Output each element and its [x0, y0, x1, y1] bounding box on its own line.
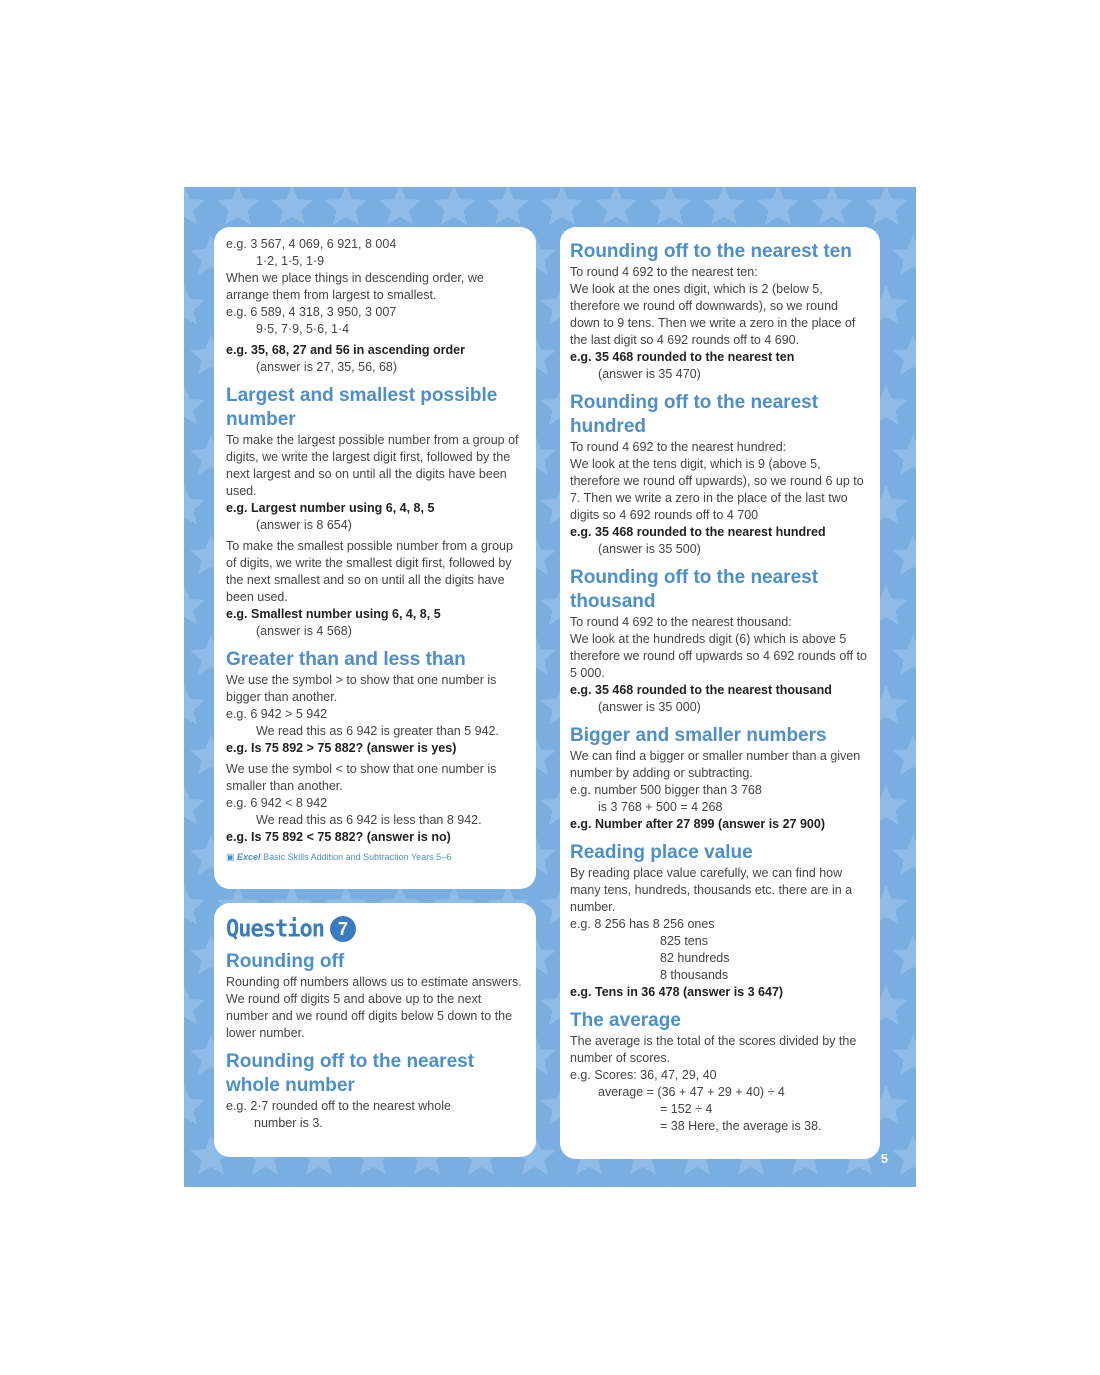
text-line: We read this as 6 942 is greater than 5 942.	[256, 724, 499, 738]
text-line: (answer is 35 470)	[598, 367, 701, 381]
text-line: To round 4 692 to the nearest ten:	[570, 265, 758, 279]
heading-place-value: Reading place value	[570, 842, 753, 863]
text-line: We use the symbol > to show that one number is bigger than another.	[226, 673, 497, 704]
star-shape	[865, 1185, 907, 1187]
left-card	[214, 227, 536, 889]
star-shape	[892, 1135, 916, 1175]
text-line: (answer is 35 500)	[598, 542, 701, 556]
footer-title: Basic Skills Addition and Subtraction Years 5–6	[263, 852, 452, 862]
star-shape	[757, 187, 799, 225]
star-shape	[184, 885, 205, 925]
text-line: e.g. Largest number using 6, 4, 8, 5	[226, 501, 435, 515]
text-line: We can find a bigger or smaller number than a given number by adding or subtracting.	[570, 749, 861, 780]
star-shape	[892, 1035, 916, 1075]
average-section	[570, 1033, 868, 1135]
star-shape	[703, 1185, 745, 1187]
star-shape	[892, 235, 916, 275]
largest-smallest-section	[226, 432, 524, 640]
star-shape	[433, 1185, 475, 1187]
text-line: = 38 Here, the average is 38.	[660, 1119, 822, 1133]
nearest-ten-section	[570, 264, 868, 383]
star-shape	[184, 1185, 205, 1187]
heading-greater-less: Greater than and less than	[226, 649, 466, 670]
page-background	[184, 187, 916, 1187]
rounding-off-section	[226, 974, 524, 1042]
text-line: (answer is 8 654)	[256, 518, 352, 532]
text-line: To round 4 692 to the nearest hundred:	[570, 440, 787, 454]
star-shape	[541, 187, 583, 225]
star-shape	[703, 187, 745, 225]
text-line: e.g. Number after 27 899 (answer is 27 900)	[570, 817, 825, 831]
question-number-badge: 7	[330, 916, 356, 942]
star-shape	[649, 187, 691, 225]
text-line: By reading place value carefully, we can find how many tens, hundreds, thousands etc. there are in a number.	[570, 866, 853, 914]
star-shape	[487, 187, 529, 225]
star-shape	[271, 187, 313, 225]
text-line: e.g. 35 468 rounded to the nearest hundred	[570, 525, 826, 539]
text-line: We round off digits 5 and above up to the next number and we round off digits below 5 down to the lower number.	[226, 992, 513, 1040]
heading-rounding-off: Rounding off	[226, 951, 345, 972]
star-shape	[649, 1185, 691, 1187]
book-icon: ▣	[226, 852, 235, 862]
star-shape	[325, 1185, 367, 1187]
text-line: We look at the tens digit, which is 9 (above 5, therefore we round off upwards), so we round 6 up to 7. Then we write a zero in the place of the last two digits so 4 692 rounds off to 4 700	[570, 457, 864, 522]
star-shape	[184, 485, 205, 525]
star-shape	[184, 187, 205, 225]
text-line: e.g. number 500 bigger than 3 768	[570, 783, 762, 797]
nearest-hundred-section	[570, 439, 868, 558]
star-shape	[184, 785, 205, 825]
text-line: e.g. Tens in 36 478 (answer is 3 647)	[570, 985, 784, 999]
star-shape	[892, 335, 916, 375]
star-shape	[217, 187, 259, 225]
nearest-whole-section	[226, 1098, 524, 1132]
text-line: 1·2, 1·5, 1·9	[256, 254, 325, 268]
text-line: Rounding off numbers allows us to estimate answers.	[226, 975, 522, 989]
star-shape	[892, 635, 916, 675]
text-line: e.g. 3 567, 4 069, 6 921, 8 004	[226, 237, 397, 251]
star-shape	[595, 187, 637, 225]
star-shape	[271, 1185, 313, 1187]
nearest-thousand-section	[570, 614, 868, 716]
star-shape	[433, 187, 475, 225]
book-footer	[226, 852, 524, 863]
heading-nearest-whole: Rounding off to the nearest whole number	[226, 1051, 475, 1096]
text-line: e.g. 35 468 rounded to the nearest ten	[570, 350, 795, 364]
star-shape	[892, 935, 916, 975]
text-line: is 3 768 + 500 = 4 268	[598, 800, 723, 814]
right-card	[560, 227, 880, 1159]
star-shape	[892, 735, 916, 775]
text-line: e.g. 6 589, 4 318, 3 950, 3 007	[226, 305, 397, 319]
place-value-section	[570, 865, 868, 1001]
heading-average: The average	[570, 1010, 681, 1031]
text-line: = 152 ÷ 4	[660, 1102, 713, 1116]
star-shape	[184, 585, 205, 625]
star-shape	[892, 535, 916, 575]
heading-nearest-ten: Rounding off to the nearest ten	[570, 241, 852, 262]
star-shape	[379, 187, 421, 225]
heading-bigger-smaller: Bigger and smaller numbers	[570, 725, 827, 746]
question-header	[226, 912, 524, 946]
star-shape	[865, 187, 907, 225]
text-line: The average is the total of the scores divided by the number of scores.	[570, 1034, 857, 1065]
star-shape	[217, 1185, 259, 1187]
text-line: e.g. Smallest number using 6, 4, 8, 5	[226, 607, 441, 621]
text-line: e.g. 35, 68, 27 and 56 in ascending order	[226, 343, 465, 357]
question-label: Question	[226, 915, 324, 943]
greater-less-section	[226, 672, 524, 846]
heading-nearest-hundred: Rounding off to the nearest hundred	[570, 392, 819, 437]
star-shape	[184, 285, 205, 325]
star-shape	[325, 187, 367, 225]
text-line: e.g. Scores: 36, 47, 29, 40	[570, 1068, 717, 1082]
text-line: (answer is 35 000)	[598, 700, 701, 714]
star-shape	[892, 835, 916, 875]
text-line: To make the smallest possible number from a group of digits, we write the smallest digit first, followed by the next smallest and so on until all the digits have been used.	[226, 539, 513, 604]
star-shape	[487, 1185, 529, 1187]
text-line: average = (36 + 47 + 29 + 40) ÷ 4	[598, 1085, 785, 1099]
star-shape	[595, 1185, 637, 1187]
star-shape	[379, 1185, 421, 1187]
heading-nearest-thousand: Rounding off to the nearest thousand	[570, 567, 819, 612]
text-line: (answer is 4 568)	[256, 624, 352, 638]
text-line: e.g. 35 468 rounded to the nearest thousand	[570, 683, 832, 697]
text-line: 82 hundreds	[660, 951, 730, 965]
page-number: 5	[880, 1151, 888, 1166]
text-line: e.g. 8 256 has 8 256 ones	[570, 917, 715, 931]
text-line: We look at the hundreds digit (6) which is above 5 therefore we round off upwards so 4 692 rounds off to 5 000.	[570, 632, 867, 680]
footer-brand: Excel	[237, 852, 261, 862]
text-line: e.g. Is 75 892 > 75 882? (answer is yes)	[226, 741, 457, 755]
star-shape	[184, 685, 205, 725]
bigger-smaller-section	[570, 748, 868, 833]
text-line: e.g. 6 942 < 8 942	[226, 796, 328, 810]
heading-largest-smallest: Largest and smallest possible number	[226, 385, 498, 430]
star-shape	[757, 1185, 799, 1187]
text-line: When we place things in descending order, we arrange them from largest to smallest.	[226, 271, 484, 302]
text-line: We use the symbol < to show that one number is smaller than another.	[226, 762, 497, 793]
star-shape	[184, 385, 205, 425]
question-card	[214, 903, 536, 1157]
text-line: To round 4 692 to the nearest thousand:	[570, 615, 792, 629]
star-shape	[892, 435, 916, 475]
star-shape	[541, 1185, 583, 1187]
text-line: 8 thousands	[660, 968, 729, 982]
text-line: e.g. 2·7 rounded off to the nearest whole	[226, 1099, 451, 1113]
text-line: We look at the ones digit, which is 2 (below 5, therefore we round off downwards), so we round down to 9 tens. Then we write a zero in the place of the last digit so 4 692 rounds off to 4 690.	[570, 282, 856, 347]
text-line: We read this as 6 942 is less than 8 942.	[256, 813, 482, 827]
star-shape	[811, 1185, 853, 1187]
text-line: number is 3.	[254, 1116, 323, 1130]
text-line: 9·5, 7·9, 5·6, 1·4	[256, 322, 350, 336]
text-line: To make the largest possible number from a group of digits, we write the largest digit first, followed by the next largest and so on until all the digits have been used.	[226, 433, 519, 498]
text-line: e.g. Is 75 892 < 75 882? (answer is no)	[226, 830, 451, 844]
star-shape	[184, 1085, 205, 1125]
ordering-section	[226, 236, 524, 376]
text-line: e.g. 6 942 > 5 942	[226, 707, 328, 721]
text-line: 825 tens	[660, 934, 708, 948]
star-shape	[811, 187, 853, 225]
star-shape	[184, 985, 205, 1025]
text-line: (answer is 27, 35, 56, 68)	[256, 360, 398, 374]
